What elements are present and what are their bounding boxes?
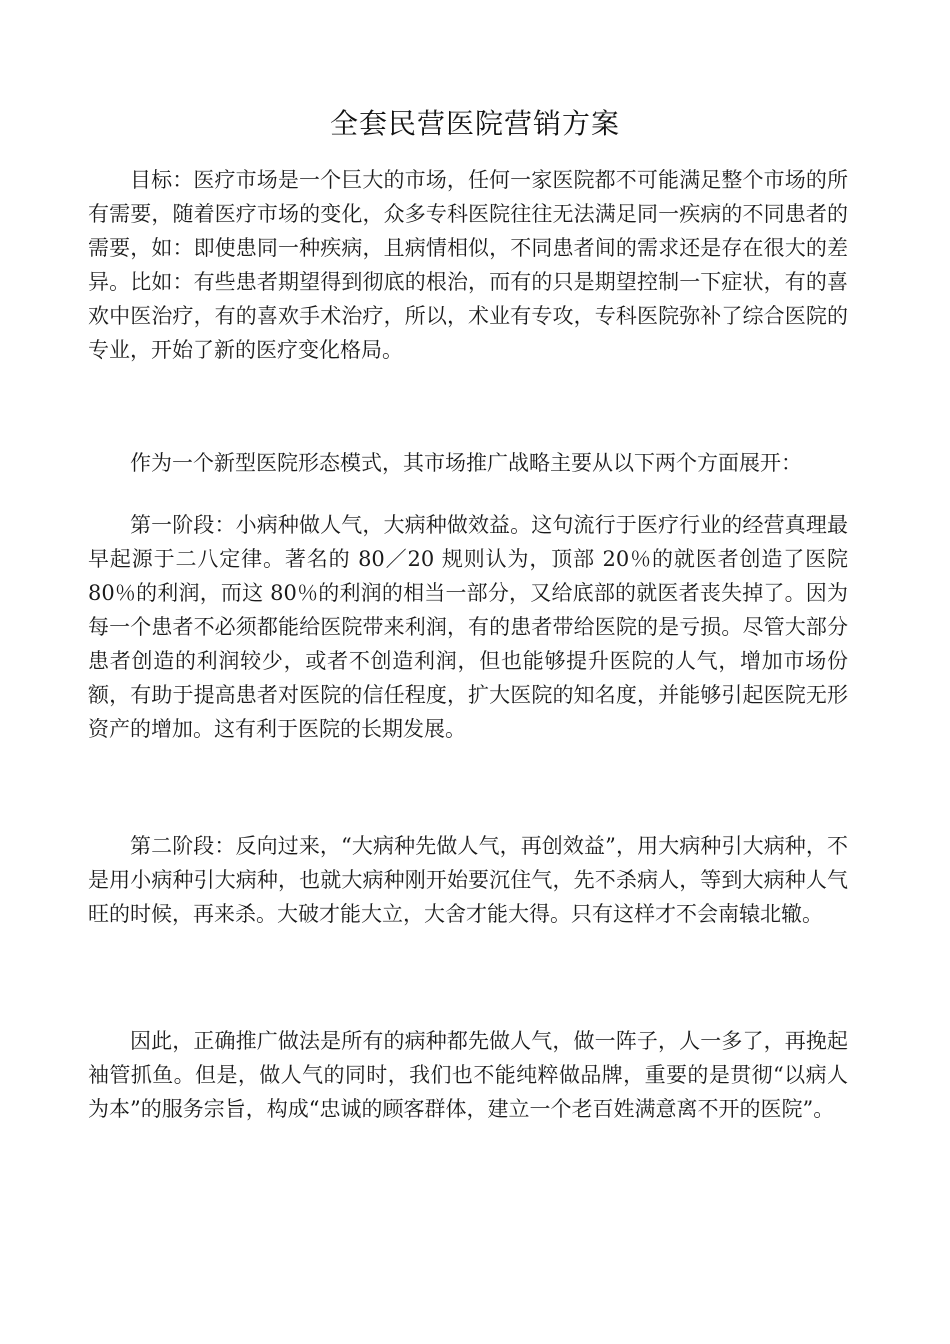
paragraph-stage-two: 第二阶段：反向过来，“大病种先做人气，再创效益”，用大病种引大病种，不是用小病种引大病种，也就大病种刚开始要沉住气，先不杀病人，等到大病种人气旺的时候，再来杀。大破才能大立，大舍才能大得。只有这样才不会南辕北辙。 [88,834,848,926]
paragraph-stage-one: 第一阶段：小病种做人气，大病种做效益。这句流行于医疗行业的经营真理最早起源于二八定律。著名的 80／20 规则认为，顶部 20％的就医者创造了医院 80％的利润，而这 80％的利润的相当一部分，又给底部的就医者丧失掉了。因为每一个患者不必须都能给医院带来利润，有的患者带给医院的是亏损。尽管大部分患者创造的利润较少，或者不创造利润，但也能够提升医院的人气，增加市场份额，有助于提高患者对医院的信任程度，扩大医院的知名度，并能够引起医院无形资产的增加。这有利于医院的长期发展。 [88,513,848,741]
paragraph-objective: 目标：医疗市场是一个巨大的市场，任何一家医院都不可能满足整个市场的所有需要，随着医疗市场的变化，众多专科医院往往无法满足同一疾病的不同患者的需要，如：即使患同一种疾病，且病情相似，不同患者间的需求还是存在很大的差异。比如：有些患者期望得到彻底的根治，而有的只是期望控制一下症状，有的喜欢中医治疗，有的喜欢手术治疗，所以，术业有专攻，专科医院弥补了综合医院的专业，开始了新的医疗变化格局。 [88,168,848,362]
paragraph-conclusion: 因此，正确推广做法是所有的病种都先做人气，做一阵子，人一多了，再挽起袖管抓鱼。但是，做人气的同时，我们也不能纯粹做品牌，重要的是贯彻“以病人为本”的服务宗旨，构成“忠诚的顾客群体，建立一个老百姓满意离不开的医院”。 [88,1029,848,1121]
paragraph-strategy-intro: 作为一个新型医院形态模式，其市场推广战略主要从以下两个方面展开： [130,451,802,475]
document-title: 全套民营医院营销方案 [329,107,620,140]
